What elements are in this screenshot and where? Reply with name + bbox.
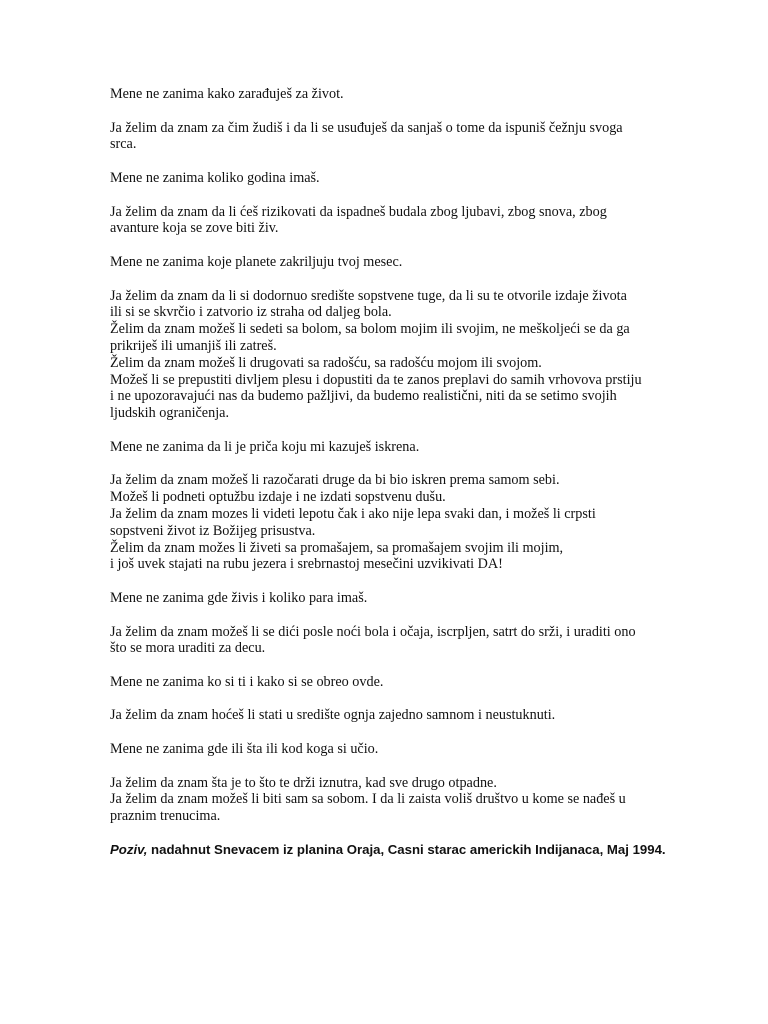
text-line: Ja želim da znam možeš li razočarati druge da bi bio iskren prema samom sebi. — [110, 472, 560, 489]
text-line: Možeš li podneti optužbu izdaje i ne izdati sopstvenu dušu. — [110, 489, 446, 506]
signature-title: Poziv, — [110, 841, 148, 857]
text-line: što se mora uraditi za decu. — [110, 640, 266, 657]
text-line: ljudskih ograničenja. — [110, 405, 229, 422]
paragraph — [110, 204, 710, 238]
paragraph — [110, 472, 710, 573]
text-line: sopstveni život iz Božijeg prisustva. — [110, 522, 316, 539]
text-line: Ja želim da znam možeš li se dići posle noći bola i očaja, iscrpljen, satrt do srži, i uraditi ono — [110, 623, 636, 640]
poem-body — [110, 86, 710, 825]
paragraph — [110, 254, 710, 271]
text-line: Ja želim da znam hoćeš li stati u središte ognja zajedno samnom i neustuknuti. — [110, 707, 556, 724]
paragraph — [110, 120, 710, 154]
paragraph — [110, 170, 710, 187]
paragraph — [110, 674, 710, 691]
text-line: Mene ne zanima koje planete zakriljuju tvoj mesec. — [110, 253, 403, 270]
text-line: Mene ne zanima ko si ti i kako si se obreo ovde. — [110, 673, 384, 690]
text-line: Želim da znam možeš li drugovati sa radošću, sa radošću mojom ili svojom. — [110, 354, 542, 371]
text-line: Možeš li se prepustiti divljem plesu i dopustiti da te zanos preplavi do samih vrhovova prstiju — [110, 371, 642, 388]
paragraph — [110, 775, 710, 825]
text-line: Želim da znam možeš li sedeti sa bolom, sa bolom mojim ili svojim, ne meškoljeći se da ga — [110, 321, 630, 338]
signature-text: nadahnut Snevacem iz planina Oraja, Casni starac americkih Indijanaca, Maj 1994. — [147, 841, 666, 857]
text-line: prikriješ ili umanjiš ili zatreš. — [110, 337, 277, 354]
paragraph — [110, 288, 710, 422]
text-line: Ja želim da znam da li si dodornuo središte sopstvene tuge, da li su te otvorile izdaje života — [110, 287, 627, 304]
paragraph — [110, 707, 710, 724]
paragraph — [110, 439, 710, 456]
text-line: Mene ne zanima gde živis i koliko para imaš. — [110, 589, 368, 606]
text-line: Ja želim da znam za čim žudiš i da li se usuđuješ da sanjaš o tome da ispuniš čežnju svoga — [110, 119, 623, 136]
text-line: Mene ne zanima koliko godina imaš. — [110, 169, 320, 186]
text-line: Mene ne zanima da li je priča koju mi kazuješ iskrena. — [110, 438, 420, 455]
text-line: Ja želim da znam možeš li biti sam sa sobom. I da li zaista voliš društvo u kome se nađeš u — [110, 791, 626, 808]
paragraph — [110, 590, 710, 607]
text-line: ili si se skvrčio i zatvorio iz straha od daljeg bola. — [110, 304, 392, 321]
text-line: srca. — [110, 136, 137, 153]
text-line: i još uvek stajati na rubu jezera i srebrnastoj mesečini uzvikivati DA! — [110, 556, 503, 573]
text-line: Želim da znam možes li živeti sa promašajem, sa promašajem svojim ili mojim, — [110, 539, 564, 556]
text-line: Ja želim da znam mozes li videti lepotu čak i ako nije lepa svaki dan, i možeš li crpsti — [110, 505, 596, 522]
paragraph — [110, 86, 710, 103]
text-line: praznim trenucima. — [110, 808, 221, 825]
text-line: Mene ne zanima kako zarađuješ za život. — [110, 86, 344, 102]
text-line: Ja želim da znam da li ćeš rizikovati da ispadneš budala zbog ljubavi, zbog snova, zbog — [110, 203, 607, 220]
paragraph — [110, 624, 710, 658]
text-line: i ne upozoravajući nas da budemo pažljivi, da budemo realistični, niti da se setimo svojih — [110, 388, 617, 405]
document-page — [110, 86, 710, 858]
text-line: Mene ne zanima gde ili šta ili kod koga si učio. — [110, 741, 379, 758]
text-line: avanture koja se zove biti živ. — [110, 220, 279, 237]
signature-line — [110, 842, 710, 858]
text-line: Ja želim da znam šta je to što te drži iznutra, kad sve drugo otpadne. — [110, 774, 497, 791]
paragraph — [110, 741, 710, 758]
